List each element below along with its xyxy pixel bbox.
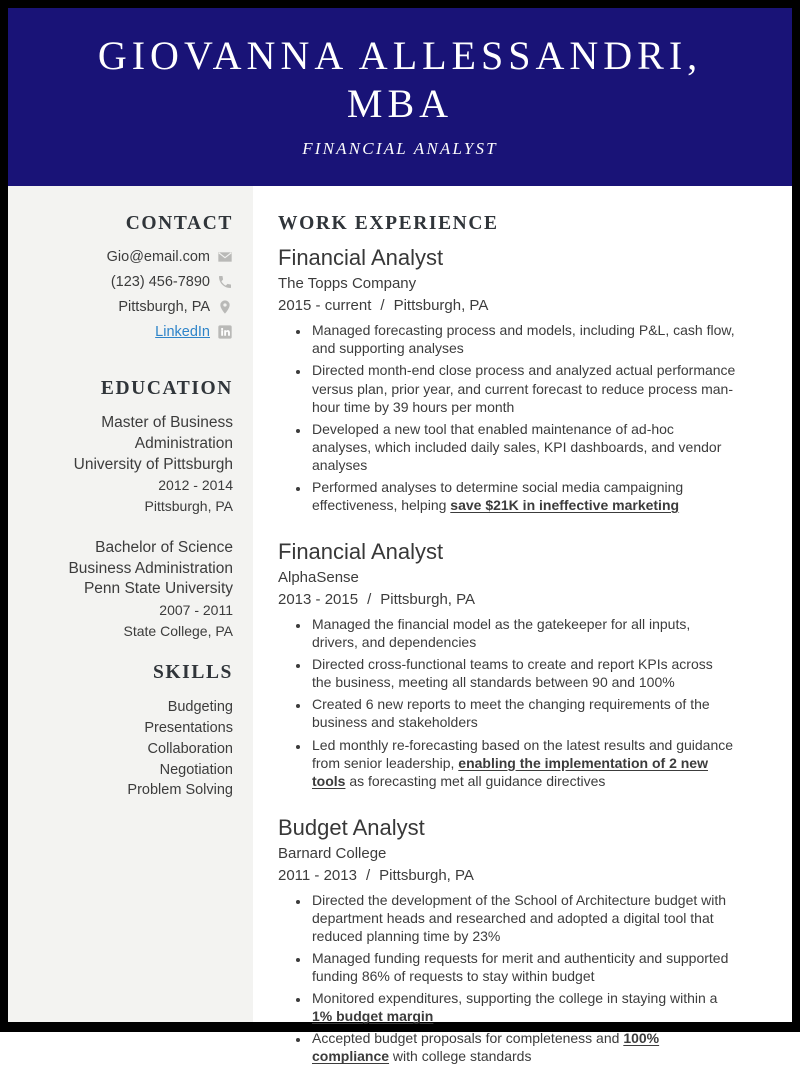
highlighted-metric: 1% budget margin	[312, 1008, 434, 1025]
education-heading: EDUCATION	[100, 378, 233, 399]
person-job-title: FINANCIAL ANALYST	[302, 139, 498, 158]
education-entry	[22, 538, 233, 642]
contact-value: (123) 456-7890	[110, 273, 210, 290]
contact-value: Pittsburgh, PA	[118, 298, 210, 315]
job-title: Financial Analyst	[278, 245, 444, 270]
bullet-item: • Accepted budget proposals for completeness and 100% compliance with college standards	[310, 1029, 736, 1065]
job-location: Pittsburgh, PA	[393, 297, 489, 315]
sidebar	[8, 186, 253, 1022]
education-dates: 2012 - 2014	[158, 477, 233, 494]
skills-heading: SKILLS	[152, 662, 233, 684]
highlighted-metric: enabling the implementation of 2 new tools	[312, 754, 708, 789]
job-location: Pittsburgh, PA	[379, 867, 474, 885]
bullet-item: • Created 6 new reports to meet the changing requirements of the business and stakeholders	[310, 695, 736, 731]
job-bullet-list	[278, 321, 736, 513]
education-degree: Bachelor of Science	[95, 538, 233, 556]
bullet-item: • Managed forecasting process and models, including P&L, cash flow, and supporting analyses	[310, 321, 736, 357]
job-dates: 2013 - 2015	[278, 591, 359, 609]
jobs-list	[278, 245, 736, 1065]
bullet-item: • Directed the development of the School of Architecture budget with department heads and researched and adopted a digital tool that reduced planning time by 23%	[310, 891, 736, 945]
job-location: Pittsburgh, PA	[380, 591, 476, 609]
education-school: University of Pittsburgh	[73, 455, 233, 473]
education-major: Business Administration	[68, 559, 233, 577]
contact-heading: CONTACT	[125, 213, 233, 234]
job-company: AlphaSense	[278, 569, 359, 587]
job-dates-location	[278, 591, 736, 608]
contact-item	[22, 273, 233, 291]
content-columns	[8, 186, 792, 1065]
dates-location-separator: /	[365, 867, 371, 885]
job-dates: 2011 - 2013	[278, 867, 357, 885]
job-dates-location	[278, 867, 736, 884]
contact-value: Gio@email.com	[106, 248, 210, 265]
education-school: Penn State University	[83, 580, 233, 598]
skills-list	[22, 697, 233, 801]
job-dates-location	[278, 297, 736, 314]
job-title: Financial Analyst	[278, 538, 444, 564]
dates-location-separator: /	[367, 591, 372, 609]
skill-item: Budgeting	[167, 699, 233, 716]
bullet-item: • Managed the financial model as the gatekeeper for all inputs, drivers, and dependencies	[310, 615, 736, 651]
skill-item: Collaboration	[147, 740, 233, 757]
education-location: Pittsburgh, PA	[144, 498, 233, 515]
education-degree: Master of Business Administration	[101, 414, 233, 452]
contact-list	[22, 248, 233, 341]
education-entry	[22, 413, 233, 517]
job-entry	[278, 539, 736, 790]
job-company: The Topps Company	[278, 275, 417, 293]
linkedin-icon	[217, 324, 233, 340]
skill-item: Negotiation	[159, 761, 233, 778]
location-pin-icon	[217, 299, 233, 315]
envelope-icon	[217, 249, 233, 265]
highlighted-metric: 100% compliance	[312, 1030, 660, 1065]
bullet-item: • Directed cross-functional teams to create and report KPIs across the business, meeting all standards between 90 and 100%	[310, 655, 736, 691]
resume-header	[8, 8, 792, 186]
bullet-item: • Developed a new tool that enabled maintenance of ad-hoc analyses, which included daily sales, KPI dashboards, and vendor analyses	[310, 420, 736, 474]
contact-item	[22, 298, 233, 316]
job-bullet-list	[278, 615, 736, 789]
job-title: Budget Analyst	[278, 814, 425, 840]
job-bullet-list	[278, 891, 736, 1065]
education-location: State College, PA	[123, 622, 233, 639]
contact-item	[22, 248, 233, 266]
highlighted-metric: save $21K in ineffective marketing	[450, 496, 680, 513]
job-entry	[278, 815, 736, 1065]
skill-item: Problem Solving	[127, 782, 233, 799]
job-entry	[278, 245, 736, 514]
education-dates: 2007 - 2011	[159, 602, 233, 619]
education-list	[22, 413, 233, 641]
main-column	[253, 186, 792, 1065]
contact-item	[22, 323, 233, 341]
dates-location-separator: /	[380, 297, 385, 315]
job-dates: 2015 - current	[278, 297, 372, 315]
bullet-item: • Monitored expenditures, supporting the college in staying within a 1% budget margin	[310, 989, 736, 1025]
bullet-item: • Directed month-end close process and analyzed actual performance versus plan, prior year, and current forecast to reduce process man-hour time by 39 hours per month	[310, 361, 736, 415]
bullet-item: • Performed analyses to determine social media campaigning effectiveness, helping save $21K in ineffective marketing	[310, 478, 736, 514]
skill-item: Presentations	[144, 720, 233, 737]
person-name: GIOVANNA ALLESSANDRI, MBA	[97, 33, 703, 126]
phone-icon	[217, 274, 233, 290]
bullet-item: • Led monthly re-forecasting based on the latest results and guidance from senior leadership, enabling the implementation of 2 new tools as forecasting met all guidance directives	[310, 736, 736, 790]
work-experience-heading: WORK EXPERIENCE	[278, 213, 499, 234]
linkedin-link[interactable]: LinkedIn	[155, 323, 210, 340]
bullet-item: • Managed funding requests for merit and authenticity and supported funding 86% of requests to stay within budget	[310, 949, 736, 985]
job-company: Barnard College	[278, 845, 387, 863]
